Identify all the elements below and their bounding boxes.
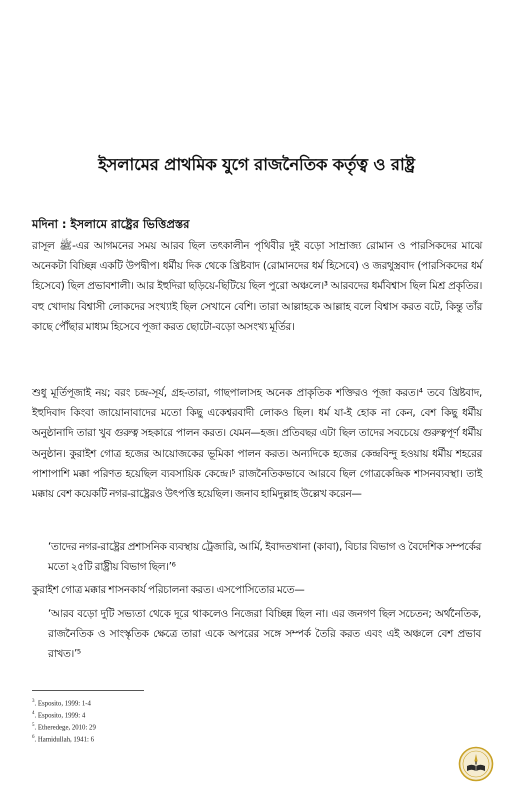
footnote (32, 697, 96, 709)
body-paragraph (32, 580, 482, 600)
paragraph-text: শুধু মূর্তিপূজাই নয়; বরং চন্দ্র-সূর্য, গ্রহ-তারা, গাছপালাসহ অনেক প্রাকৃতিক শক্তিরও পূজা করত।⁴ তবে খ্রিষ্টবাদ, ইহুদিবাদ কিংবা জায়োনাবাদের মতো কিছু একেশ্বরবাদী লোকও ছিল। ধর্ম যা-ই হোক না কেন, বেশ কিছু ধর্মীয় অনুষ্ঠানাদি তারা খুব গুরুত্ব সহকারে পালন করত। যেমন—হজ। প্রতিবছর এটা ছিল তাদের সবচেয়ে গুরুত্বপূর্ণ ধর্মীয় অনুষ্ঠান। কুরাইশ গোত্র হজের আয়োজকের ভূমিকা পালন করত। অন্যদিকে হজের কেন্দ্রবিন্দু হওয়ায় ধর্মীয় শহরের পাশাপাশি মক্কা পরিণত হয়েছিল ব্যবসায়িক কেন্দ্রে।⁵ রাজনৈতিকভাবে আরবে ছিল গোত্রকেন্দ্রিক শাসনব্যবস্থা। তাই মক্কায় বেশ কয়েকটি নগর-রাষ্ট্রেরও উৎপত্তি হয়েছিল। জনাব হামিদুল্লাহ উল্লেখ করেন— (32, 387, 482, 501)
body-paragraph (32, 236, 482, 337)
footnotes (32, 697, 96, 744)
quote-text: ‘তাদের নগর-রাষ্ট্রের প্রশাসনিক ব্যবস্থায় ট্রেজারি, আর্মি, ইবাদতখানা (কাবা), বিচার বিভাগ ও বৈদেশিক সম্পর্কের মতো ২৫টি রাষ্ট্রীয় বিভাগ ছিল।’⁶ (48, 541, 481, 574)
quote-text: ‘আরব বড়ো দুটি সভ্যতা থেকে দূরে থাকলেও নিজেরা বিচ্ছিন্ন ছিল না। এর জনগণ ছিল সচেতন; অর্থনৈতিক, রাজনৈতিক ও সাংস্কৃতিক ক্ষেত্রে তারা একে অপরের সঙ্গে সম্পর্ক তৈরি করত এবং এই অঞ্চলে বেশ প্রভাব রাখত।’⁵ (48, 608, 481, 661)
block-quote (48, 604, 481, 665)
paragraph-text: কুরাইশ গোত্র মক্কার শাসনকার্য পরিচালনা করত। এসপোসিতোর মতে— (32, 584, 305, 596)
block-quote (48, 537, 481, 577)
page-title: ইসলামের প্রাথমিক যুগে রাজনৈতিক কর্তৃত্ব ও রাষ্ট্র (98, 155, 415, 174)
footnote (32, 721, 96, 733)
footnote-text: . Etheredege, 2010: 29 (34, 723, 96, 731)
paragraph-text: রাসূল ﷺ-এর আগমনের সময় আরব ছিল তৎকালীন পৃথিবীর দুই বড়ো সাম্রাজ্য রোমান ও পারসিকদের মাঝে অনেকটা বিচ্ছিন্ন একটি উপদ্বীপ। ধর্মীয় দিক থেকে খ্রিষ্টবাদ (রোমানদের ধর্ম হিসেবে) ও জরথুস্ত্রবাদ (পারসিকদের ধর্ম হিসেবে) ছিল প্রভাবশালী। আর ইহুদিরা ছড়িয়ে-ছিটিয়ে ছিল পুরো অঞ্চলে।³ আরবদের ধর্মবিশ্বাস ছিল মিশ্র প্রকৃতির। বহু খোদায় বিশ্বাসী লোকদের সংখ্যাই ছিল সেখানে বেশি। তারা আল্লাহকে আল্লাহ বলে বিশ্বাস করত বটে, কিন্তু তাঁর কাছে পৌঁছার মাধ্যম হিসেবে পূজা করত ছোটো-বড়ো অসংখ্য মূর্তির। (32, 240, 482, 333)
footnote-text: . Esposito, 1999: 4 (34, 712, 86, 720)
footnote-number: 5 (32, 722, 35, 728)
body-paragraph (32, 383, 482, 504)
footnote (32, 733, 96, 745)
book-publisher-logo-icon (458, 746, 494, 782)
footnote-text: . Esposito, 1999: 1-4 (34, 700, 91, 708)
footnote-divider (32, 690, 144, 691)
footnote-text: . Hamidullah, 1941: 6 (34, 735, 94, 743)
footnote-number: 4 (32, 710, 35, 716)
footnote (32, 709, 96, 721)
section-heading: মদিনা : ইসলামে রাষ্ট্রের ভিত্তিপ্রস্তর (32, 217, 190, 231)
footnote-number: 6 (32, 734, 35, 740)
footnote-number: 3 (32, 699, 35, 704)
